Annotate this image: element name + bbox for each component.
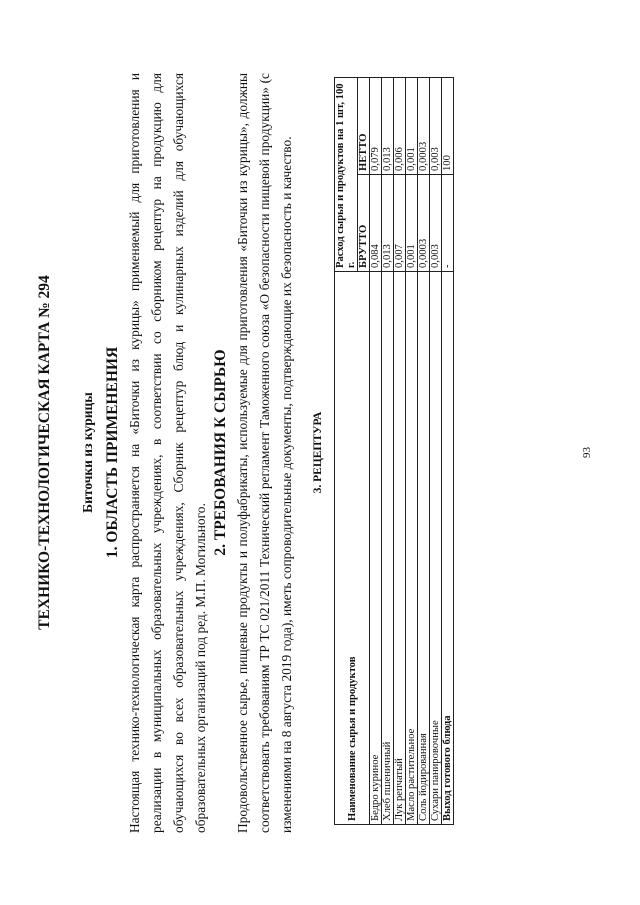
page-number: 93 [581,447,593,458]
section-heading-recipe: 3. РЕЦЕПТУРА [312,411,324,494]
ingredient-name: Масло растительное [406,272,418,825]
table-row [406,78,418,825]
total-netto-value: 100 [442,78,454,175]
ingredient-name: Сухари панировочные [430,272,442,825]
brutto-value: 0,084 [370,175,382,272]
table-row-total [442,78,454,825]
column-header-name: Наименование сырья и продуктов [335,272,370,825]
dish-name: Биточки из курицы [80,392,95,513]
section-text-requirements: Продовольственное сырье, пищевые продукты и полуфабрикаты, используемые для приготовления «Биточки из курицы», должны соответствовать требованиям ТР ТС 021/2011 Технический регламент Таможенного союза «О безопасности пищевой продукции» (с изменениями на 8 августа 2019 года), иметь сопроводительные документы, подтверждающие их безопасность и качество. [235,73,294,833]
brutto-value: 0,003 [430,175,442,272]
ingredient-name: Бедро куриное [370,272,382,825]
netto-value: 0,079 [370,78,382,175]
table-row [382,78,394,825]
recipe-table [334,77,454,825]
table-row [418,78,430,825]
netto-value: 0,001 [406,78,418,175]
total-yield-label: Выход готового блюда [442,272,454,825]
netto-value: 0,0003 [418,78,430,175]
brutto-value: 0,0003 [418,175,430,272]
column-header-netto: НЕТТО [358,78,370,175]
column-header-brutto: БРУТТО [358,175,370,272]
document-title: ТЕХНИКО-ТЕХНОЛОГИЧЕСКАЯ КАРТА № 294 [36,275,53,630]
ingredient-name: Соль йодированная [418,272,430,825]
ingredient-name: Хлеб пшеничный [382,272,394,825]
table-header-row [335,78,358,825]
section-heading-requirements: 2. ТРЕБОВАНИЯ К СЫРЬЮ [212,349,229,556]
table-row [430,78,442,825]
ingredient-name: Лук репчатый [394,272,406,825]
netto-value: 0,003 [430,78,442,175]
total-brutto-value: - [442,175,454,272]
section-text-scope: Настоящая технико-технологическая карта распространяется на «Биточки из курицы» применяемый для приготовления и реализации в муниципальных образовательных учреждениях, в соответствии со сборником рецептур на продукцию для обучающихся во всех образовательных учреждениях, Сборник рецептур блюд и кулинарных изделий для обучающихся образовательных организаций под ред. М.П. Могильного. [127,73,208,833]
netto-value: 0,013 [382,78,394,175]
brutto-value: 0,007 [394,175,406,272]
brutto-value: 0,001 [406,175,418,272]
column-header-consumption: Расход сырья и продуктов на 1 шт, 100 г. [335,78,358,272]
table-row [394,78,406,825]
section-heading-scope: 1. ОБЛАСТЬ ПРИМЕНЕНИЯ [104,346,121,559]
table-row [370,78,382,825]
netto-value: 0,006 [394,78,406,175]
brutto-value: 0,013 [382,175,394,272]
